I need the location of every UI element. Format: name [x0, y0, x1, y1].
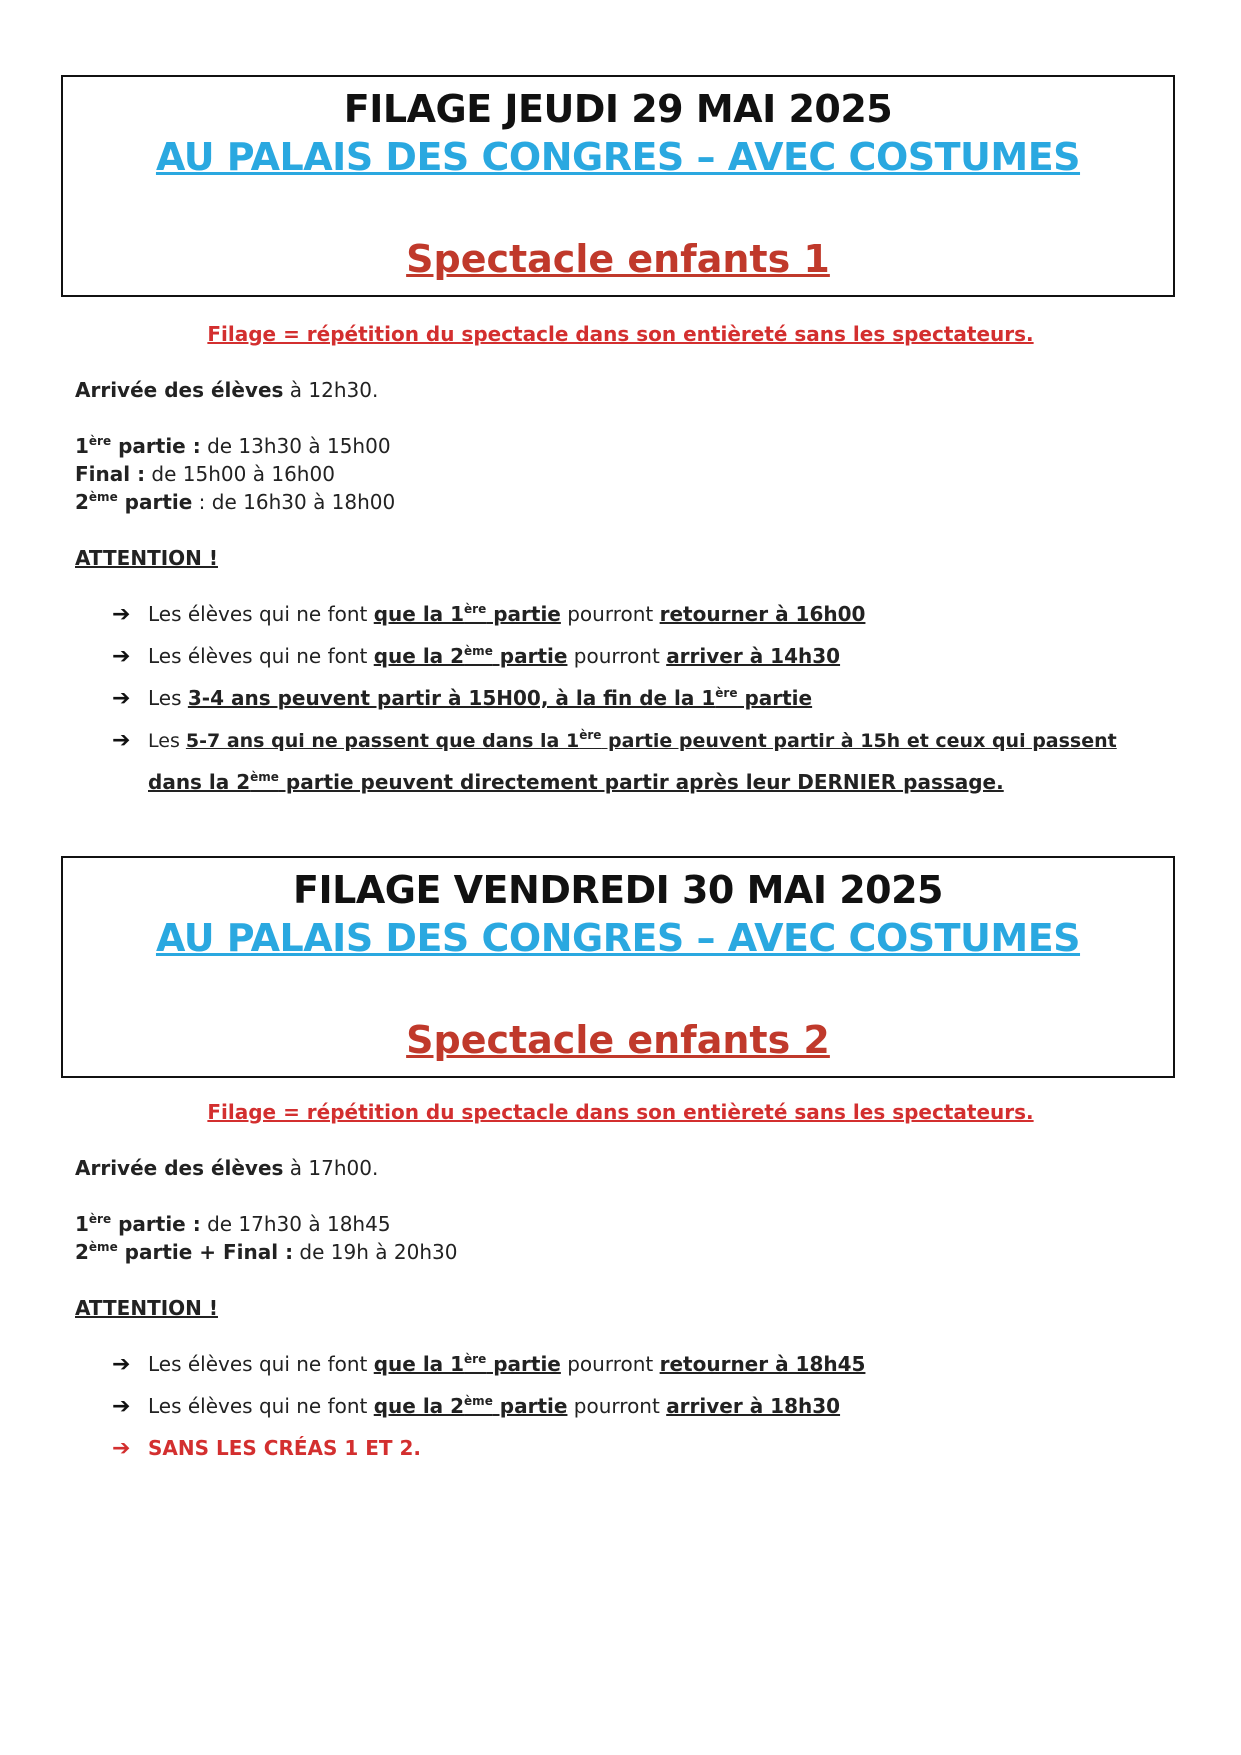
section2-part1	[75, 1212, 391, 1236]
bullet-emph: 5-7 ans qui ne passent que dans la 1	[185, 730, 580, 752]
bullet-text: Les élèves qui ne font	[148, 644, 374, 668]
section1-attention: ATTENTION !	[75, 546, 218, 570]
bullet-text: pourront	[560, 1352, 660, 1376]
bullet-emph: arriver à 18h30	[666, 1394, 841, 1418]
bullet-text: Les élèves qui ne font	[148, 602, 374, 626]
bullet-emph: partie peuvent partir à 15h et ceux qui passent	[601, 730, 1117, 752]
part1-num: 1	[75, 1212, 89, 1236]
final-label: Final :	[75, 462, 146, 486]
section1-bullet-4	[112, 728, 1117, 753]
part2-num: 2	[75, 1240, 89, 1264]
arrow-right-icon: ➔	[112, 1436, 131, 1461]
arrow-right-icon: ➔	[112, 602, 131, 627]
section2-title: FILAGE VENDREDI 30 MAI 2025	[293, 868, 943, 912]
part1-sup: ère	[88, 434, 112, 448]
part2-num: 2	[75, 490, 89, 514]
section1-title: FILAGE JEUDI 29 MAI 2025	[343, 87, 893, 131]
bullet-emph: partie peuvent directement partir après leur DERNIER passage.	[278, 770, 1004, 794]
part2-sup: ème	[88, 490, 118, 504]
section1-bullet-1	[112, 602, 865, 627]
part2-time: : de 16h30 à 18h00	[192, 490, 396, 514]
bullet-emph: retourner à 18h45	[659, 1352, 866, 1376]
part1-time: de 13h30 à 15h00	[200, 434, 391, 458]
arrow-right-icon: ➔	[112, 1352, 131, 1377]
bullet-emph: retourner à 16h00	[659, 602, 866, 626]
bullet-emph: partie	[737, 686, 813, 710]
bullet-sup: ère	[715, 686, 738, 700]
arrow-right-icon: ➔	[112, 1394, 131, 1419]
bullet-emph: partie	[492, 644, 568, 668]
bullet-emph: que la 2	[373, 1394, 465, 1418]
part2-sup: ème	[88, 1240, 118, 1254]
bullet-warning: SANS LES CRÉAS 1 ET 2.	[148, 1436, 422, 1460]
section1-subtitle: AU PALAIS DES CONGRES – AVEC COSTUMES	[155, 135, 1081, 179]
section2-arrival	[75, 1156, 378, 1180]
section1-final	[75, 462, 335, 486]
section1-bullet-4-continuation	[148, 770, 1004, 794]
section2-attention: ATTENTION !	[75, 1296, 218, 1320]
arrow-right-icon: ➔	[112, 728, 131, 753]
part2-label: partie + Final :	[117, 1240, 294, 1264]
bullet-text: pourront	[560, 602, 660, 626]
bullet-text: pourront	[567, 644, 667, 668]
part2-time: de 19h à 20h30	[293, 1240, 458, 1264]
bullet-text: Les élèves qui ne font	[148, 1394, 374, 1418]
section2-header-box	[61, 856, 1175, 1078]
bullet-sup: ère	[464, 602, 487, 616]
bullet-text: pourront	[567, 1394, 667, 1418]
section2-note: Filage = répétition du spectacle dans son entièreté sans les spectateurs.	[207, 1100, 1034, 1124]
section2-spectacle: Spectacle enfants 2	[406, 1018, 830, 1062]
bullet-text: Les	[148, 686, 188, 710]
final-time: de 15h00 à 16h00	[145, 462, 335, 486]
bullet-sup: ème	[250, 770, 279, 784]
bullet-emph: arriver à 14h30	[666, 644, 841, 668]
bullet-emph: que la 1	[373, 1352, 465, 1376]
section2-subtitle: AU PALAIS DES CONGRES – AVEC COSTUMES	[155, 916, 1081, 960]
section1-part1	[75, 434, 391, 458]
bullet-emph: 3-4 ans peuvent partir à 15H00, à la fin de la 1	[187, 686, 716, 710]
bullet-sup: ème	[464, 644, 493, 658]
bullet-emph: que la 1	[373, 602, 465, 626]
bullet-emph: dans la 2	[148, 770, 251, 794]
bullet-text: Les élèves qui ne font	[148, 1352, 374, 1376]
section2-bullet-2	[112, 1394, 840, 1419]
section1-arrival	[75, 378, 378, 402]
arrival-label: Arrivée des élèves	[75, 378, 284, 402]
bullet-emph: partie	[486, 1352, 561, 1376]
arrival-label: Arrivée des élèves	[75, 1156, 284, 1180]
arrival-time: à 17h00.	[283, 1156, 379, 1180]
section1-bullet-3	[112, 686, 812, 711]
bullet-emph: que la 2	[373, 644, 465, 668]
bullet-sup: ème	[464, 1394, 493, 1408]
bullet-sup: ère	[579, 728, 602, 742]
bullet-text: Les	[148, 730, 186, 752]
section1-note: Filage = répétition du spectacle dans son entièreté sans les spectateurs.	[207, 322, 1034, 346]
section1-header-box	[61, 75, 1175, 297]
bullet-emph: partie	[492, 1394, 568, 1418]
section1-spectacle: Spectacle enfants 1	[406, 237, 830, 281]
bullet-emph: partie	[486, 602, 561, 626]
bullet-sup: ère	[464, 1352, 487, 1366]
section2-bullet-3	[112, 1436, 421, 1461]
part1-label: partie :	[111, 1212, 201, 1236]
part1-num: 1	[75, 434, 89, 458]
arrow-right-icon: ➔	[112, 686, 131, 711]
arrow-right-icon: ➔	[112, 644, 131, 669]
section2-part2	[75, 1240, 457, 1264]
section2-bullet-1	[112, 1352, 865, 1377]
part1-label: partie :	[111, 434, 201, 458]
section1-part2	[75, 490, 395, 514]
part1-sup: ère	[88, 1212, 112, 1226]
arrival-time: à 12h30.	[283, 378, 379, 402]
part2-label: partie	[117, 490, 193, 514]
section1-bullet-2	[112, 644, 840, 669]
part1-time: de 17h30 à 18h45	[200, 1212, 391, 1236]
